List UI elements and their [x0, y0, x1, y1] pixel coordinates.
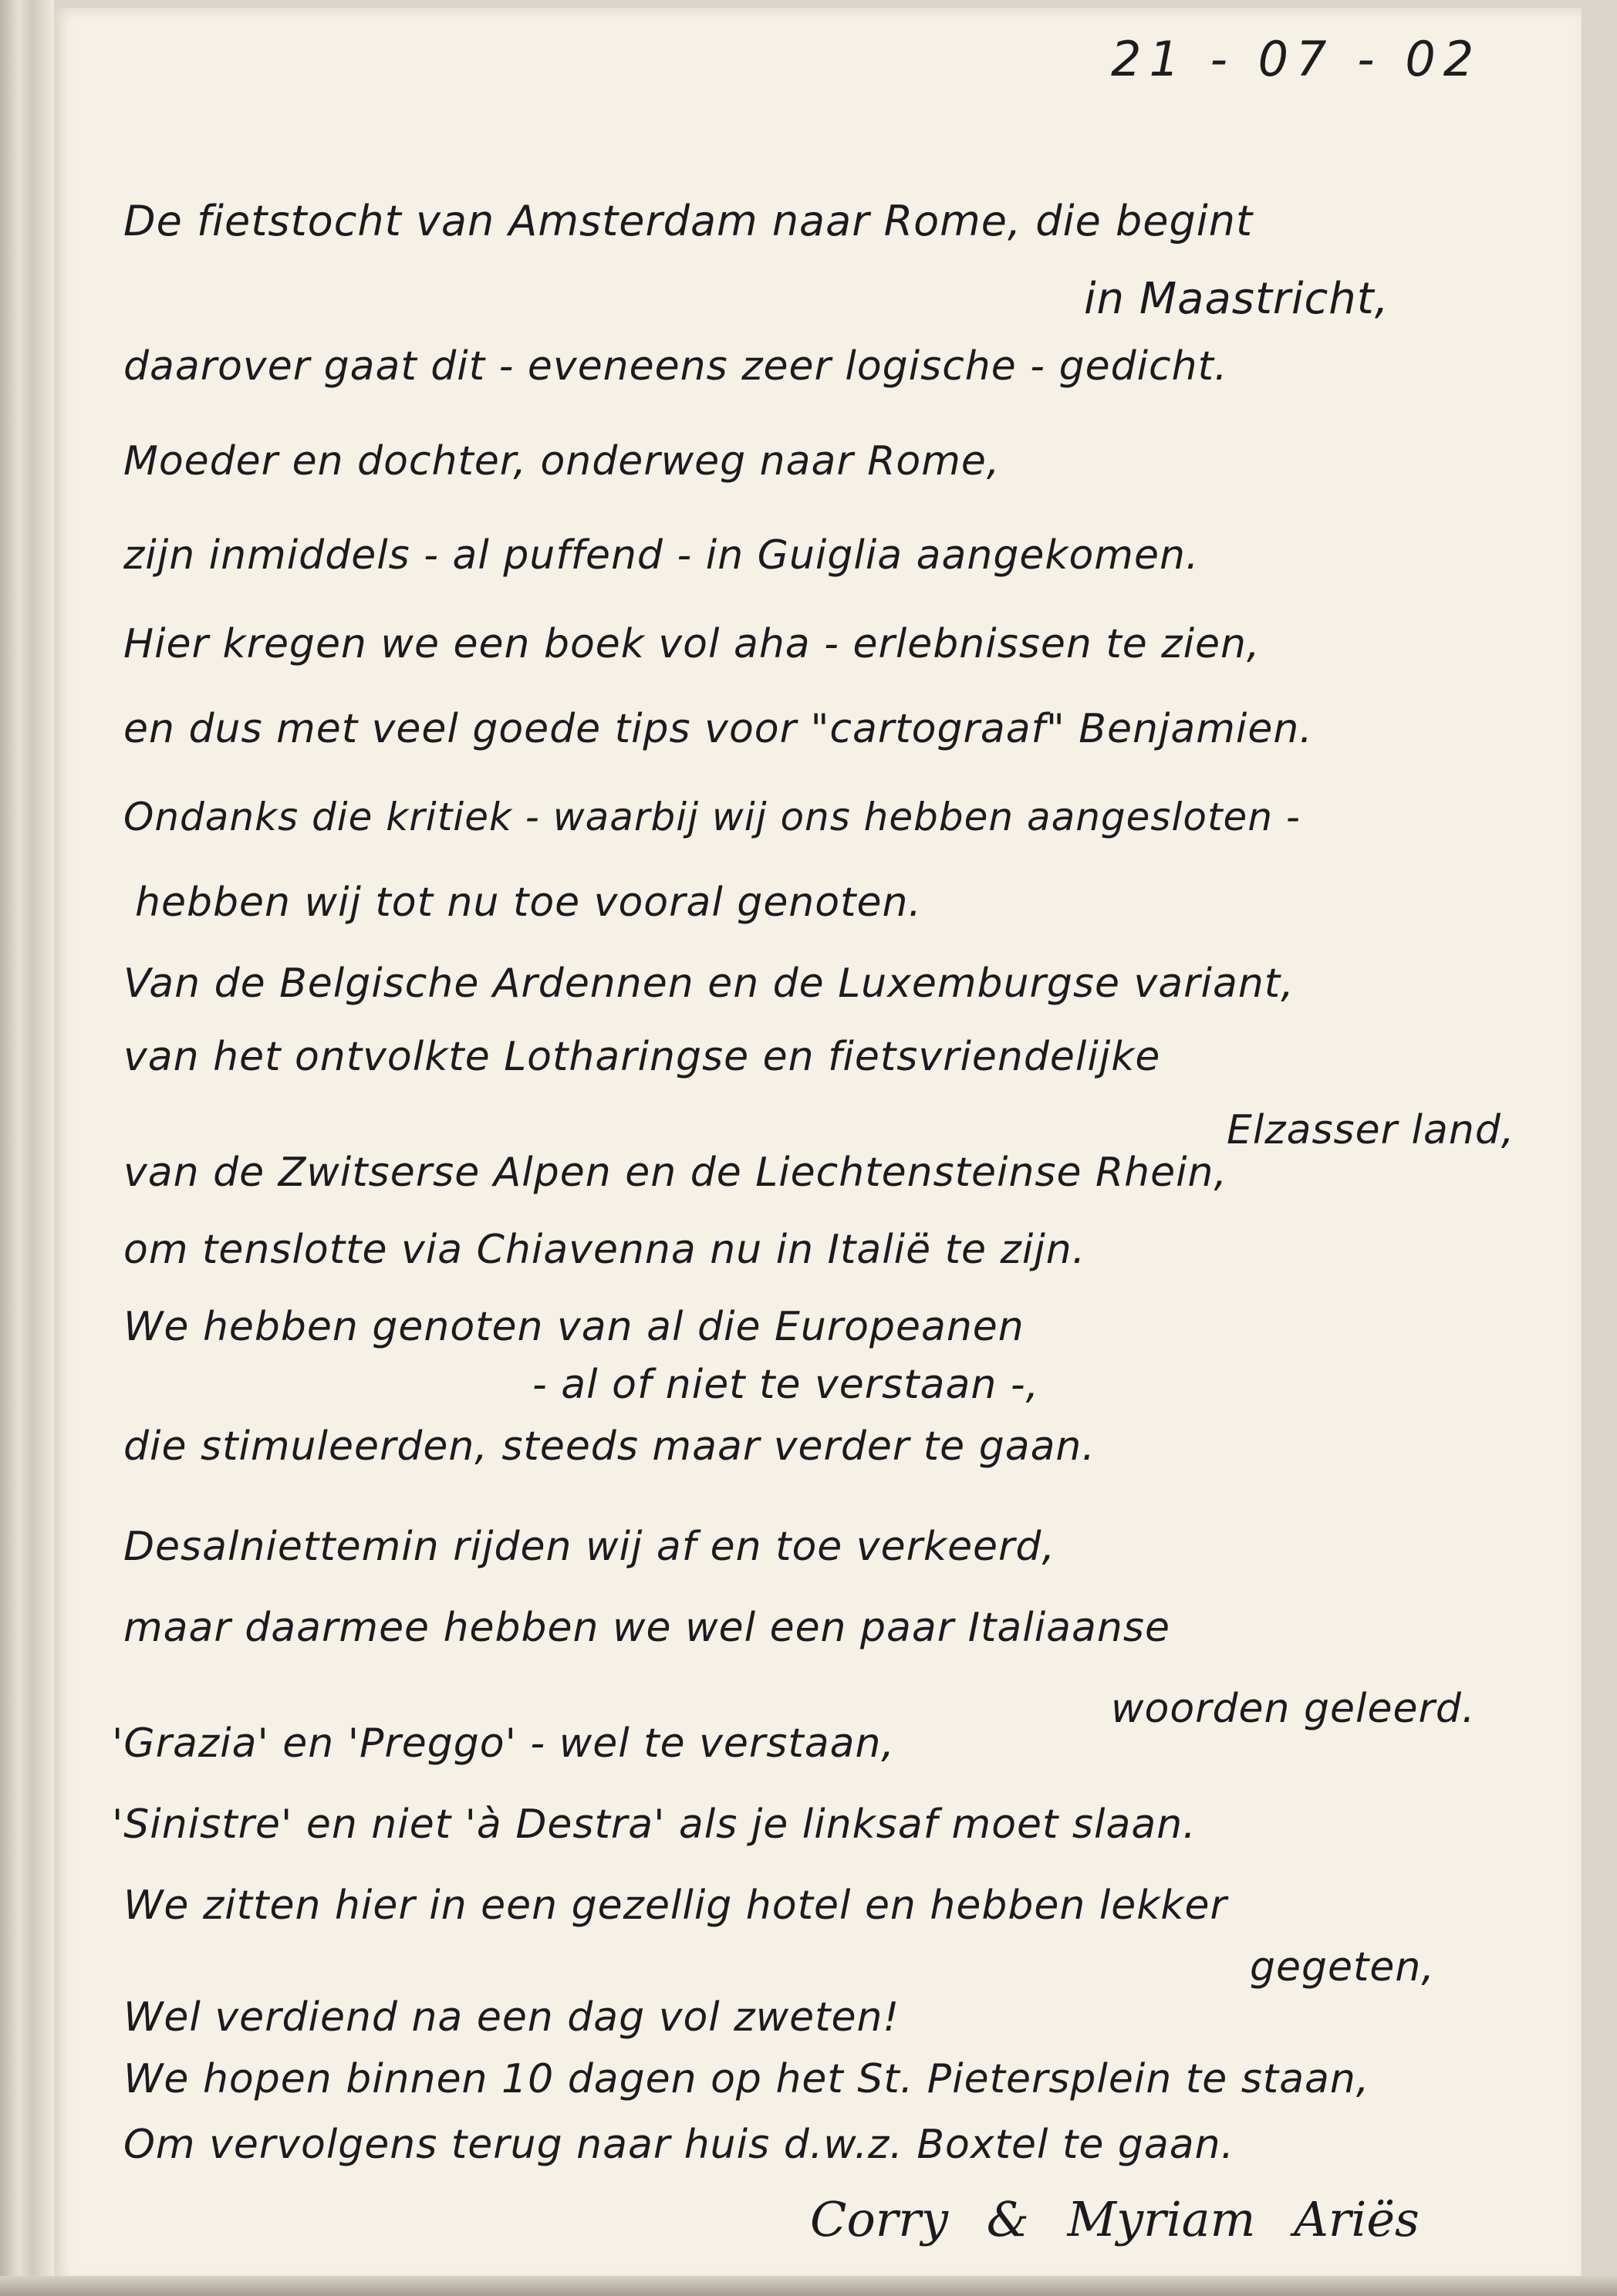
book-page-edge	[0, 0, 54, 2296]
poem-line: van het ontvolkte Lotharingse en fietsvriendelijke	[123, 1034, 1161, 1080]
poem-line: De fietstocht van Amsterdam naar Rome, die begint	[123, 197, 1254, 245]
poem-line: die stimuleerden, steeds maar verder te gaan.	[123, 1423, 1095, 1470]
poem-line: - al of niet te verstaan -,	[532, 1362, 1040, 1408]
poem-line: Elzasser land,	[1227, 1107, 1515, 1153]
poem-line: van de Zwitserse Alpen en de Liechtensteinse Rhein,	[123, 1150, 1228, 1196]
poem-line: zijn inmiddels - al puffend - in Guiglia aangekomen.	[123, 532, 1200, 579]
poem-line: gegeten,	[1250, 1944, 1435, 1990]
signature: Corry & Myriam Ariës	[810, 2191, 1420, 2247]
poem-line: We hebben genoten van al die Europeanen	[123, 1304, 1025, 1350]
letter-date: 21 - 07 - 02	[1111, 31, 1482, 87]
poem-line: Ondanks die kritiek - waarbij wij ons hebben aangesloten -	[123, 795, 1301, 839]
poem-line: maar daarmee hebben we wel een paar Italiaanse	[123, 1605, 1170, 1651]
poem-line: om tenslotte via Chiavenna nu in Italië te zijn.	[123, 1227, 1086, 1273]
poem-line: We zitten hier in een gezellig hotel en hebben lekker	[123, 1882, 1227, 1929]
poem-line: in Maastricht,	[1084, 274, 1389, 324]
poem-line: Van de Belgische Ardennen en de Luxemburgse variant,	[123, 961, 1295, 1007]
poem-line: hebben wij tot nu toe vooral genoten.	[135, 880, 922, 926]
poem-line: Moeder en dochter, onderweg naar Rome,	[123, 438, 1001, 485]
poem-line: Desalniettemin rijden wij af en toe verkeerd,	[123, 1524, 1055, 1570]
poem-line: en dus met veel goede tips voor "cartograaf" Benjamien.	[123, 706, 1313, 752]
poem-line: daarover gaat dit - eveneens zeer logische - gedicht.	[123, 343, 1228, 390]
poem-line: 'Sinistre' en niet 'à Destra' als je linksaf moet slaan.	[112, 1801, 1197, 1848]
poem-line: Om vervolgens terug naar huis d.w.z. Boxtel te gaan.	[123, 2122, 1235, 2168]
poem-line: Wel verdiend na een dag vol zweten!	[123, 1994, 900, 2041]
book-bottom-edge	[0, 2276, 1617, 2296]
poem-line: woorden geleerd.	[1111, 1686, 1476, 1732]
poem-line: Hier kregen we een boek vol aha - erlebnissen te zien,	[123, 621, 1261, 667]
poem-line: 'Grazia' en 'Preggo' - wel te verstaan,	[112, 1720, 895, 1767]
poem-line: We hopen binnen 10 dagen op het St. Pietersplein te staan,	[123, 2056, 1370, 2102]
